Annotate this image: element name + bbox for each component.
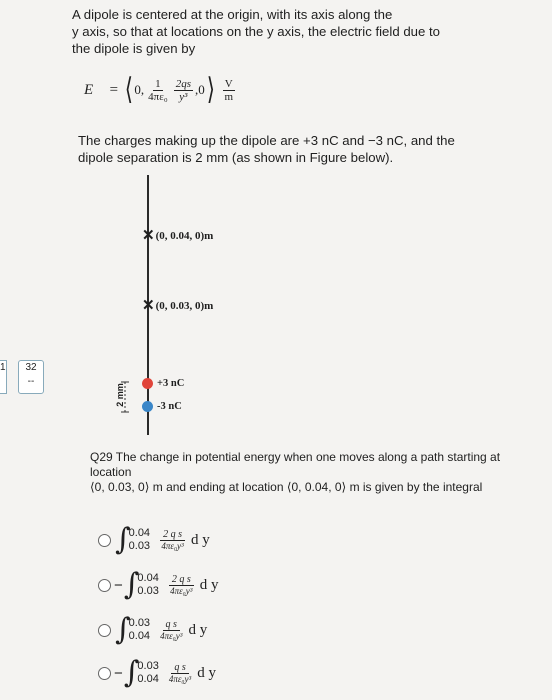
intro-line-2: y axis, so that at locations on the y axis, the electric field due to bbox=[72, 24, 440, 39]
eq-lhs: E⃗ = bbox=[84, 81, 119, 98]
question-nav-dash: -- bbox=[27, 376, 35, 387]
point-b-label: (0, 0.03, 0)m bbox=[155, 299, 214, 312]
eq-close-bracket: ⟩ bbox=[206, 73, 215, 106]
integral-sign-icon: ∫ 0.03 0.04 bbox=[123, 655, 159, 690]
negative-charge-label: -3 nC bbox=[157, 401, 182, 412]
eq-coefficient bbox=[146, 78, 170, 103]
option-2-lower: 0.03 bbox=[137, 585, 159, 597]
option-3-lower: 0.04 bbox=[128, 630, 151, 642]
eq-open-bracket: ⟨ bbox=[124, 73, 133, 106]
option-1-lower: 0.03 bbox=[128, 540, 151, 552]
eq-coef-den: 4πε₀ bbox=[148, 90, 168, 103]
option-4-num: q s bbox=[171, 662, 188, 674]
separation-label: 2 mm bbox=[114, 383, 125, 407]
para-line-2: dipole separation is 2 mm (as shown in Figure below). bbox=[78, 150, 394, 165]
option-3-den: 4πε₀y³ bbox=[160, 630, 183, 641]
eq-tail: ,0 bbox=[194, 82, 205, 97]
radio-button[interactable] bbox=[98, 579, 111, 592]
option-2-num: 2 q s bbox=[169, 574, 194, 586]
question-text bbox=[90, 450, 540, 495]
option-1-den: 4πε₀y³ bbox=[161, 540, 184, 551]
eq-unit-den: m bbox=[224, 90, 233, 103]
integral-sign-icon: ∫ 0.03 0.04 bbox=[115, 612, 151, 647]
point-marker-b bbox=[142, 296, 213, 315]
option-1[interactable] bbox=[98, 522, 210, 557]
para-line-1: The charges making up the dipole are +3 nC and −3 nC, and the bbox=[78, 133, 455, 148]
point-a-label: (0, 0.04, 0)m bbox=[155, 229, 214, 242]
option-3-upper: 0.03 bbox=[128, 617, 151, 629]
option-1-upper: 0.04 bbox=[128, 527, 151, 539]
option-3-num: q s bbox=[163, 619, 180, 631]
eq-zero: 0, bbox=[134, 82, 145, 97]
separation-indicator bbox=[114, 380, 129, 414]
question-nav-number: 32 bbox=[25, 362, 37, 373]
eq-unit bbox=[222, 78, 235, 103]
option-3-fraction bbox=[160, 619, 182, 642]
option-2-den: 4πε₀y³ bbox=[170, 585, 193, 596]
radio-button[interactable] bbox=[98, 667, 111, 680]
cross-icon: ✕ bbox=[142, 298, 155, 314]
option-4[interactable] bbox=[98, 655, 216, 690]
option-2-sign: − bbox=[114, 576, 123, 594]
negative-charge-dot bbox=[142, 401, 153, 412]
eq-expr-num: 2qs bbox=[175, 77, 191, 90]
question-line-2: ⟨0, 0.03, 0⟩ m and ending at location ⟨0, 0.04, 0⟩ m is given by the integral bbox=[90, 480, 483, 494]
option-1-d: d y bbox=[190, 531, 210, 548]
option-4-lower: 0.04 bbox=[137, 673, 159, 685]
question-nav-box[interactable] bbox=[18, 360, 44, 394]
option-3-d: d y bbox=[188, 621, 208, 638]
radio-button[interactable] bbox=[98, 624, 111, 637]
side-box-left[interactable] bbox=[0, 360, 7, 394]
eq-expression bbox=[174, 78, 193, 103]
integral-sign-icon: ∫ 0.04 0.03 bbox=[115, 522, 151, 557]
side-left-digit: 1 bbox=[0, 362, 6, 373]
option-1-fraction bbox=[160, 529, 185, 552]
intro-line-3: the dipole is given by bbox=[72, 41, 196, 56]
positive-charge-dot bbox=[142, 378, 153, 389]
point-marker-a bbox=[142, 226, 213, 245]
option-4-upper: 0.03 bbox=[137, 660, 159, 672]
eq-coef-num: 1 bbox=[155, 77, 161, 90]
question-line-1: Q29 The change in potential energy when one moves along a path starting at location bbox=[90, 450, 501, 479]
integral-sign-icon: ∫ 0.04 0.03 bbox=[123, 567, 159, 602]
cross-icon: ✕ bbox=[142, 228, 155, 244]
option-2[interactable] bbox=[98, 567, 219, 602]
option-4-sign: − bbox=[114, 664, 123, 682]
option-2-fraction bbox=[169, 574, 194, 597]
option-4-den: 4πε₀y³ bbox=[168, 673, 192, 684]
electric-field-equation bbox=[84, 70, 237, 110]
radio-button[interactable] bbox=[98, 534, 111, 547]
option-4-fraction bbox=[169, 662, 191, 685]
dipole-description bbox=[78, 132, 458, 166]
option-2-upper: 0.04 bbox=[137, 572, 159, 584]
positive-charge-label: +3 nC bbox=[157, 378, 185, 389]
intro-line-1: A dipole is centered at the origin, with its axis along the bbox=[72, 7, 393, 22]
option-4-d: d y bbox=[197, 664, 216, 681]
option-3[interactable] bbox=[98, 612, 208, 647]
intro-text bbox=[72, 6, 452, 57]
eq-expr-den: y³ bbox=[179, 90, 188, 103]
option-1-num: 2 q s bbox=[160, 529, 185, 541]
eq-unit-num: V bbox=[224, 77, 233, 90]
option-2-d: d y bbox=[199, 576, 219, 593]
